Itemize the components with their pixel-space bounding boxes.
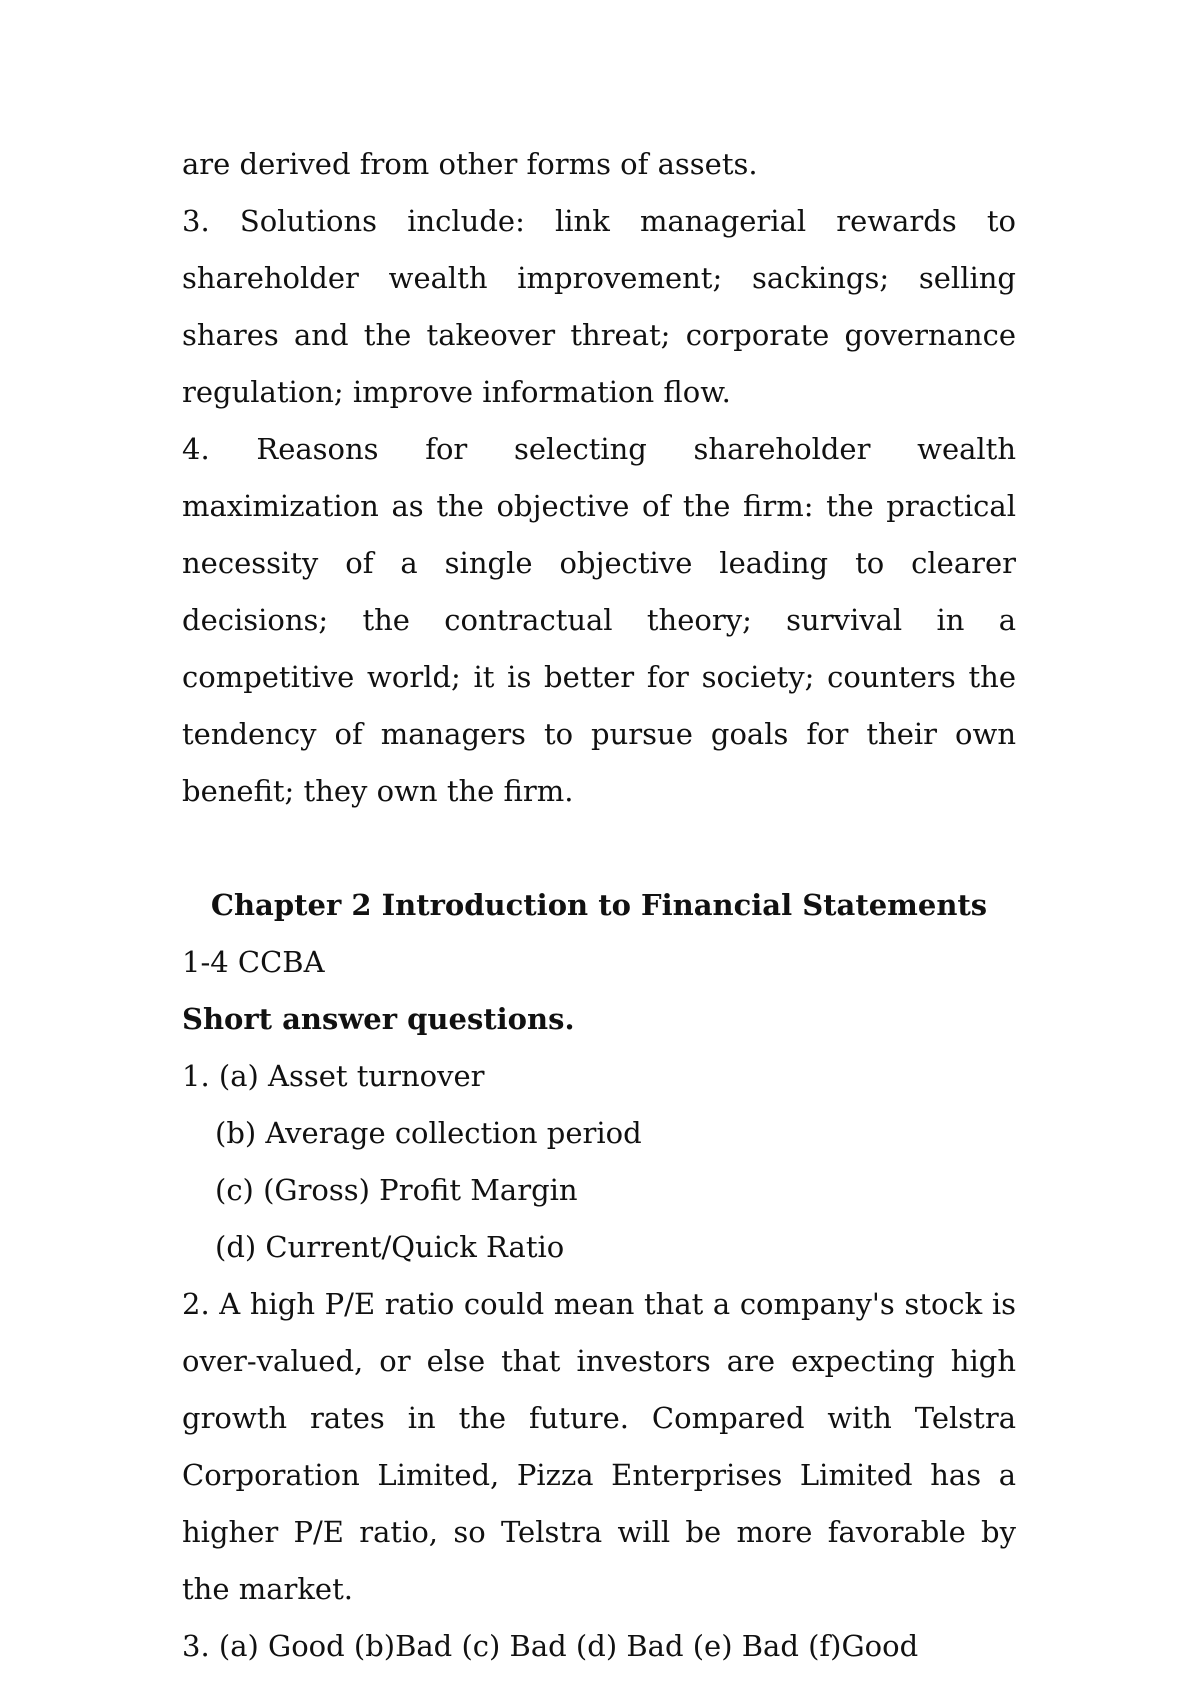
answer-3: 3. Solutions include: link managerial rewards to shareholder wealth improvement; sackings; selling shares and the takeover threat; corporate governance regulation; improve information flow. [182, 204, 1016, 409]
question-range: 1-4 CCBA [182, 945, 325, 979]
q1-item-a: 1. (a) Asset turnover [182, 1059, 485, 1093]
answer-4: 4. Reasons for selecting shareholder wealth maximization as the objective of the firm: the practical necessity of a single objective leading to clearer decisions; the contractual theory; survival in a competitive world; it is better for society; counters the tendency of managers to pursue goals for their own benefit; they own the firm. [182, 432, 1016, 808]
chapter-title: Chapter 2 Introduction to Financial Statements [210, 888, 988, 922]
answer-q3: 3. (a) Good (b)Bad (c) Bad (d) Bad (e) Bad (f)Good [182, 1629, 919, 1663]
section-subheading: Short answer questions. [182, 1002, 575, 1036]
q1-item-c: (c) (Gross) Profit Margin [215, 1173, 578, 1207]
continued-text: are derived from other forms of assets. [182, 147, 758, 181]
q1-item-b: (b) Average collection period [215, 1116, 642, 1150]
q1-item-d: (d) Current/Quick Ratio [215, 1230, 565, 1264]
document-page [182, 136, 1016, 1675]
answer-q2: 2. A high P/E ratio could mean that a company's stock is over-valued, or else that investors are expecting high growth rates in the future. Compared with Telstra Corporation Limited, Pizza Enterprises Limited has a higher P/E ratio, so Telstra will be more favorable by the market. [182, 1287, 1016, 1606]
